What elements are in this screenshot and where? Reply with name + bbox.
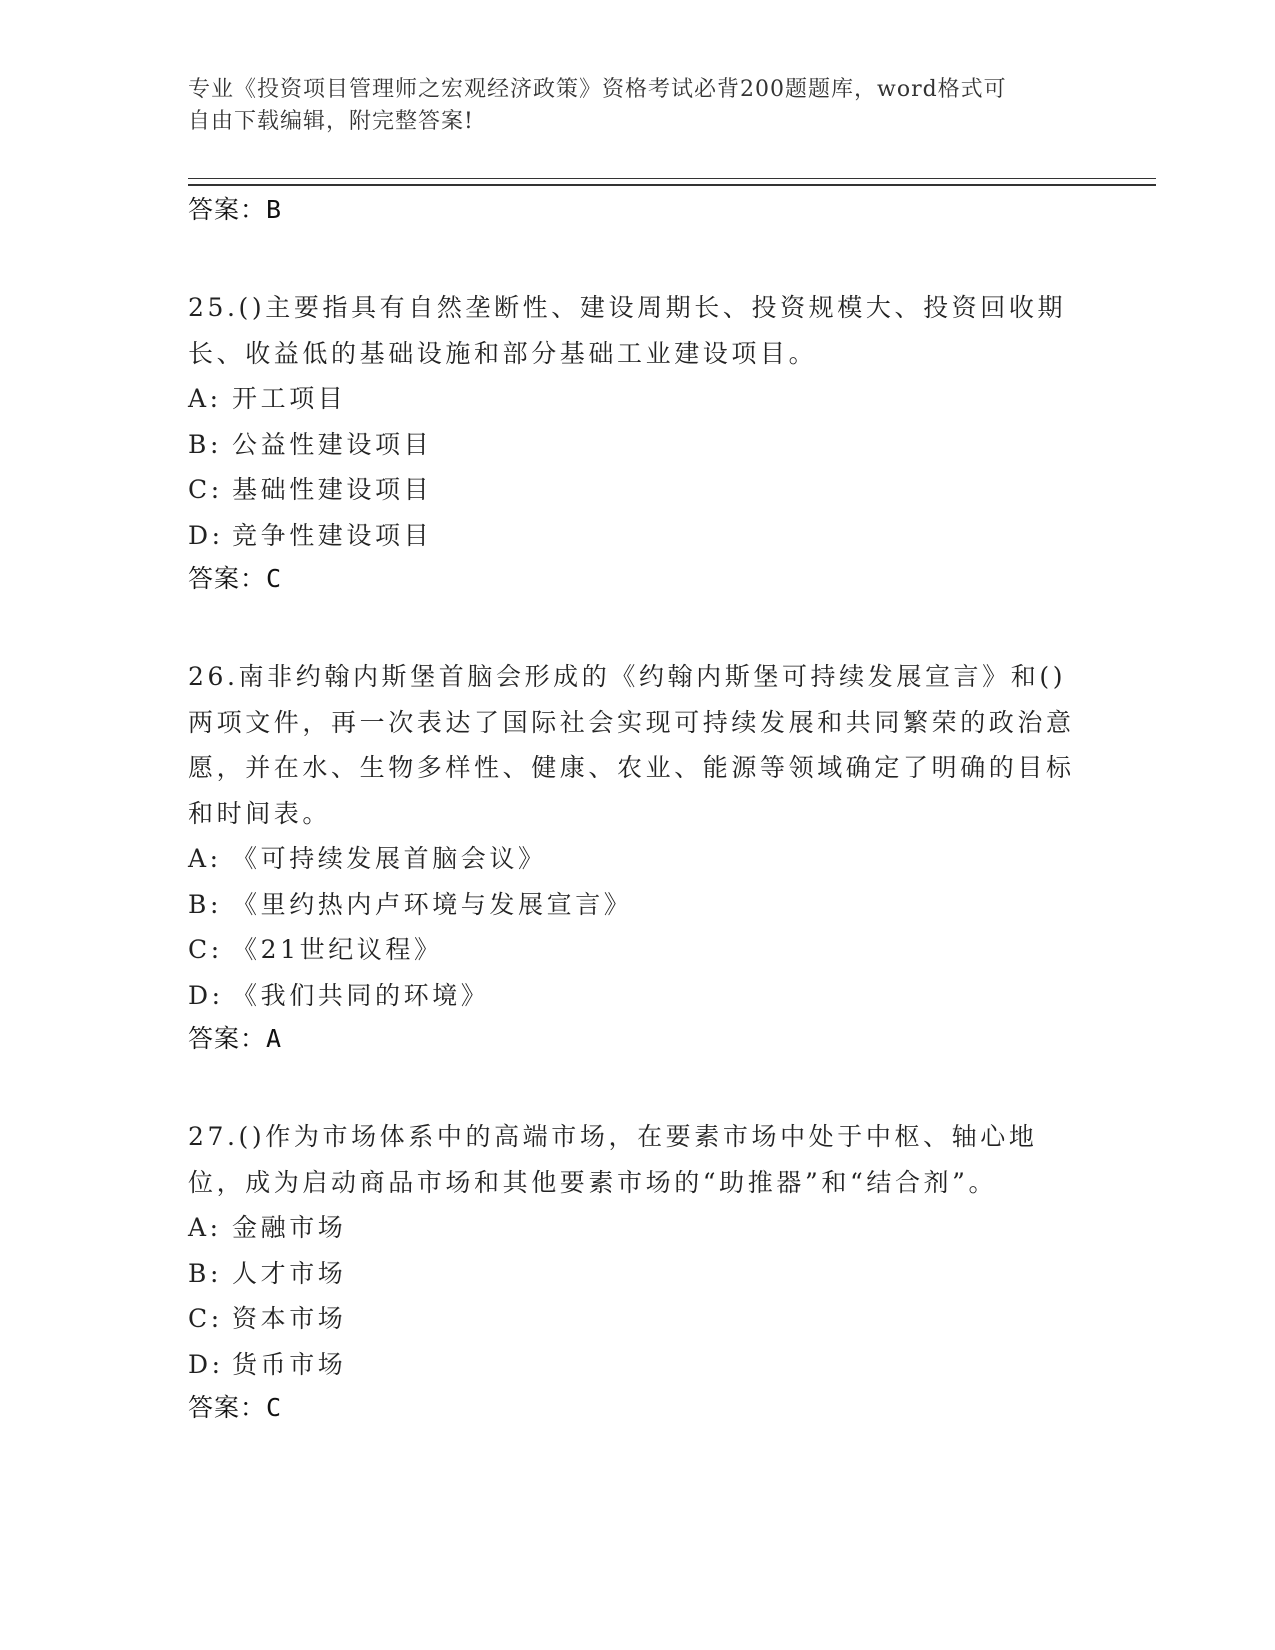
option-text: 基础性建设项目 xyxy=(232,475,433,504)
answer-line: 答案：C xyxy=(188,1393,283,1422)
option-letter: C: xyxy=(188,475,223,504)
header-divider xyxy=(188,178,1156,186)
option-a xyxy=(188,376,1088,422)
option-letter: B: xyxy=(188,1258,222,1288)
option-text: 公益性建设项目 xyxy=(232,429,433,459)
option-text: 《可持续发展首脑会议》 xyxy=(232,844,547,873)
option-text: 开工项目 xyxy=(232,384,347,413)
header-line-2: 自由下载编辑，附完整答案! xyxy=(188,109,474,134)
option-c xyxy=(188,1296,1088,1342)
answer-line: 答案：A xyxy=(188,1024,283,1053)
question-stem: 26.南非约翰内斯堡首脑会形成的《约翰内斯堡可持续发展宣言》和()两项文件，再一次表达了国际社会实现可持续发展和共同繁荣的政治意愿，并在水、生物多样性、健康、农业、能源等领域确定了明确的目标和时间表。 xyxy=(188,662,1075,828)
option-d xyxy=(188,1342,1088,1388)
option-letter: C: xyxy=(188,1304,223,1333)
option-d xyxy=(188,973,1088,1019)
question-27 xyxy=(188,1114,1088,1425)
header-line-1: 专业《投资项目管理师之宏观经济政策》资格考试必背200题题库，word格式可 xyxy=(188,77,1007,102)
option-a xyxy=(188,836,1088,882)
option-b xyxy=(188,1251,1088,1297)
option-text: 《里约热内卢环境与发展宣言》 xyxy=(232,889,633,919)
question-stem: 27.()作为市场体系中的高端市场，在要素市场中处于中枢、轴心地位，成为启动商品市场和其他要素市场的“助推器”和“结合剂”。 xyxy=(188,1122,1038,1197)
option-a xyxy=(188,1205,1088,1251)
option-text: 资本市场 xyxy=(232,1304,347,1333)
option-c xyxy=(188,927,1088,973)
option-c xyxy=(188,467,1088,513)
option-letter: A: xyxy=(188,384,222,413)
page-header xyxy=(188,74,1088,138)
document-body xyxy=(188,193,1088,1425)
option-text: 金融市场 xyxy=(232,1213,347,1242)
option-b xyxy=(188,422,1088,468)
option-text: 货币市场 xyxy=(232,1349,347,1379)
option-letter: B: xyxy=(188,889,222,919)
option-letter: D: xyxy=(188,520,224,550)
option-letter: D: xyxy=(188,1349,224,1379)
previous-answer: 答案：B xyxy=(188,195,283,224)
option-text: 竞争性建设项目 xyxy=(232,520,433,550)
option-letter: C: xyxy=(188,935,223,964)
question-26 xyxy=(188,654,1088,1056)
option-text: 《我们共同的环境》 xyxy=(232,980,490,1010)
option-text: 人才市场 xyxy=(232,1258,347,1288)
option-letter: D: xyxy=(188,980,224,1010)
option-text: 《21世纪议程》 xyxy=(232,935,443,964)
question-stem: 25.()主要指具有自然垄断性、建设周期长、投资规模大、投资回收期长、收益低的基础设施和部分基础工业建设项目。 xyxy=(188,293,1067,368)
answer-line: 答案：C xyxy=(188,564,283,593)
option-letter: A: xyxy=(188,844,222,873)
option-letter: B: xyxy=(188,429,222,459)
option-d xyxy=(188,513,1088,559)
question-25 xyxy=(188,285,1088,596)
option-letter: A: xyxy=(188,1213,222,1242)
option-b xyxy=(188,882,1088,928)
